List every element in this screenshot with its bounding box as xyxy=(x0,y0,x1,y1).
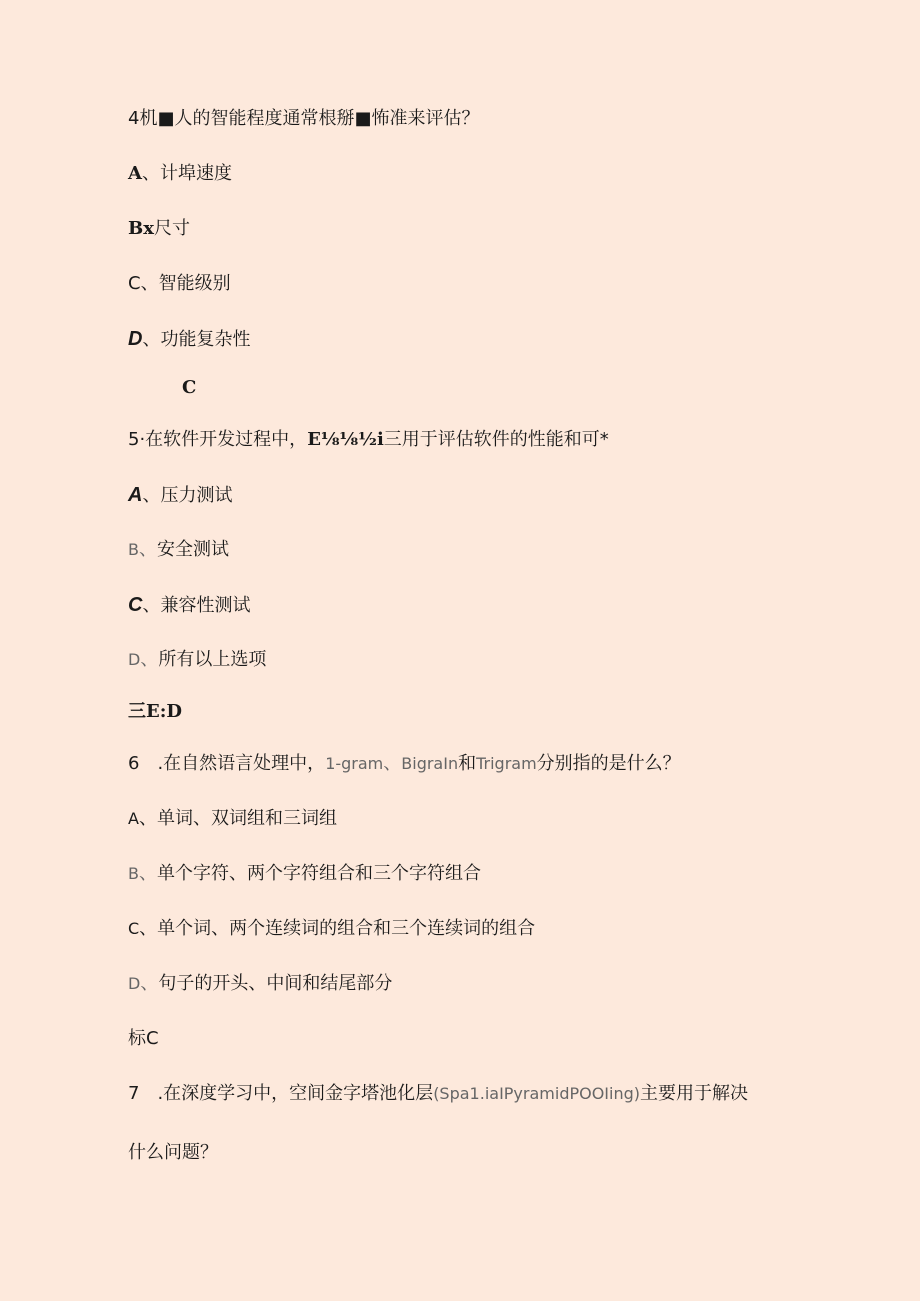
option-sep: 、 xyxy=(142,595,161,616)
option-sep: 、 xyxy=(141,163,160,184)
q4-option-c xyxy=(128,272,231,296)
q4-answer xyxy=(182,376,196,400)
question-5-text-a: 5·在软件开发过程中， xyxy=(128,429,308,450)
term-bigram: BigraIn xyxy=(401,754,459,773)
answer-text: 标C xyxy=(128,1028,159,1049)
option-text: 单词、双词组和三词组 xyxy=(156,808,337,829)
option-letter: C xyxy=(128,919,140,938)
term-1gram: 1-gram xyxy=(325,754,384,773)
q6-answer xyxy=(128,1027,159,1051)
question-5-text-b: 三用于评估软件的性能和可* xyxy=(383,429,609,450)
question-7 xyxy=(128,1082,748,1106)
question-6-text-b: 分别指的是什么？ xyxy=(536,753,681,774)
option-text: 智能级别 xyxy=(158,273,231,294)
option-letter: D xyxy=(128,974,141,993)
question-5-garbled: E⅛⅛½i xyxy=(307,429,384,450)
term-trigram: Trigram xyxy=(476,754,537,773)
option-sep: 、 xyxy=(140,973,159,994)
q5-option-b xyxy=(128,538,229,562)
question-7-text-b: 主要用于解决 xyxy=(640,1083,749,1104)
option-letter: D xyxy=(128,328,143,350)
answer-text: 三E:D xyxy=(128,701,182,722)
question-4-text: 4机■人的智能程度通常根掰■怖准来评估？ xyxy=(128,108,480,129)
option-text: 兼容性测试 xyxy=(160,595,251,616)
option-sep: 、 xyxy=(138,539,157,560)
question-6 xyxy=(128,752,681,776)
q5-option-c xyxy=(128,593,250,618)
option-letter: A xyxy=(128,809,139,828)
option-letter: Bx xyxy=(128,218,154,239)
option-sep: 、 xyxy=(140,273,159,294)
question-7-continued xyxy=(128,1141,218,1165)
question-5 xyxy=(128,428,609,452)
q5-answer xyxy=(128,700,182,724)
option-text: 尺寸 xyxy=(153,218,190,239)
option-sep: 、 xyxy=(142,485,161,506)
conj: 和 xyxy=(458,753,477,774)
q5-option-d xyxy=(128,648,266,672)
q6-option-a xyxy=(128,807,337,831)
option-text: 单个词、两个连续词的组合和三个连续词的组合 xyxy=(157,918,536,939)
question-7-text-c: 什么问题？ xyxy=(128,1142,218,1163)
q4-option-a xyxy=(128,162,232,186)
option-text: 压力测试 xyxy=(160,485,233,506)
option-letter: B xyxy=(128,864,139,883)
question-4 xyxy=(128,107,479,131)
option-letter: D xyxy=(128,650,141,669)
option-sep: 、 xyxy=(138,863,157,884)
question-6-text-a: .在自然语言处理中， xyxy=(157,753,326,774)
question-number: 6 xyxy=(128,753,140,774)
question-7-term: (Spa1.iaIPyramidPOOIing) xyxy=(433,1084,641,1103)
option-letter: A xyxy=(128,484,143,506)
q4-option-b xyxy=(128,217,190,241)
option-letter: B xyxy=(128,540,139,559)
option-letter: C xyxy=(128,594,143,616)
option-text: 单个字符、两个字符组合和三个字符组合 xyxy=(156,863,481,884)
answer-text: C xyxy=(182,377,197,398)
option-text: 计埠速度 xyxy=(159,163,232,184)
q6-option-d xyxy=(128,972,392,996)
option-text: 句子的开头、中间和结尾部分 xyxy=(158,973,393,994)
question-number: 7 xyxy=(128,1083,140,1104)
option-text: 所有以上选项 xyxy=(158,649,267,670)
q6-option-b xyxy=(128,862,481,886)
option-sep: 、 xyxy=(140,649,159,670)
option-sep: 、 xyxy=(142,329,161,350)
q4-option-d xyxy=(128,327,250,352)
q6-option-c xyxy=(128,917,535,941)
option-letter: A xyxy=(128,163,142,184)
option-sep: 、 xyxy=(139,918,158,939)
question-7-text-a: .在深度学习中，空间金字塔池化层 xyxy=(157,1083,434,1104)
option-letter: C xyxy=(128,273,141,294)
option-text: 安全测试 xyxy=(156,539,229,560)
option-sep: 、 xyxy=(138,808,157,829)
term-sep: 、 xyxy=(383,753,402,774)
option-text: 功能复杂性 xyxy=(160,329,251,350)
q5-option-a xyxy=(128,483,232,508)
